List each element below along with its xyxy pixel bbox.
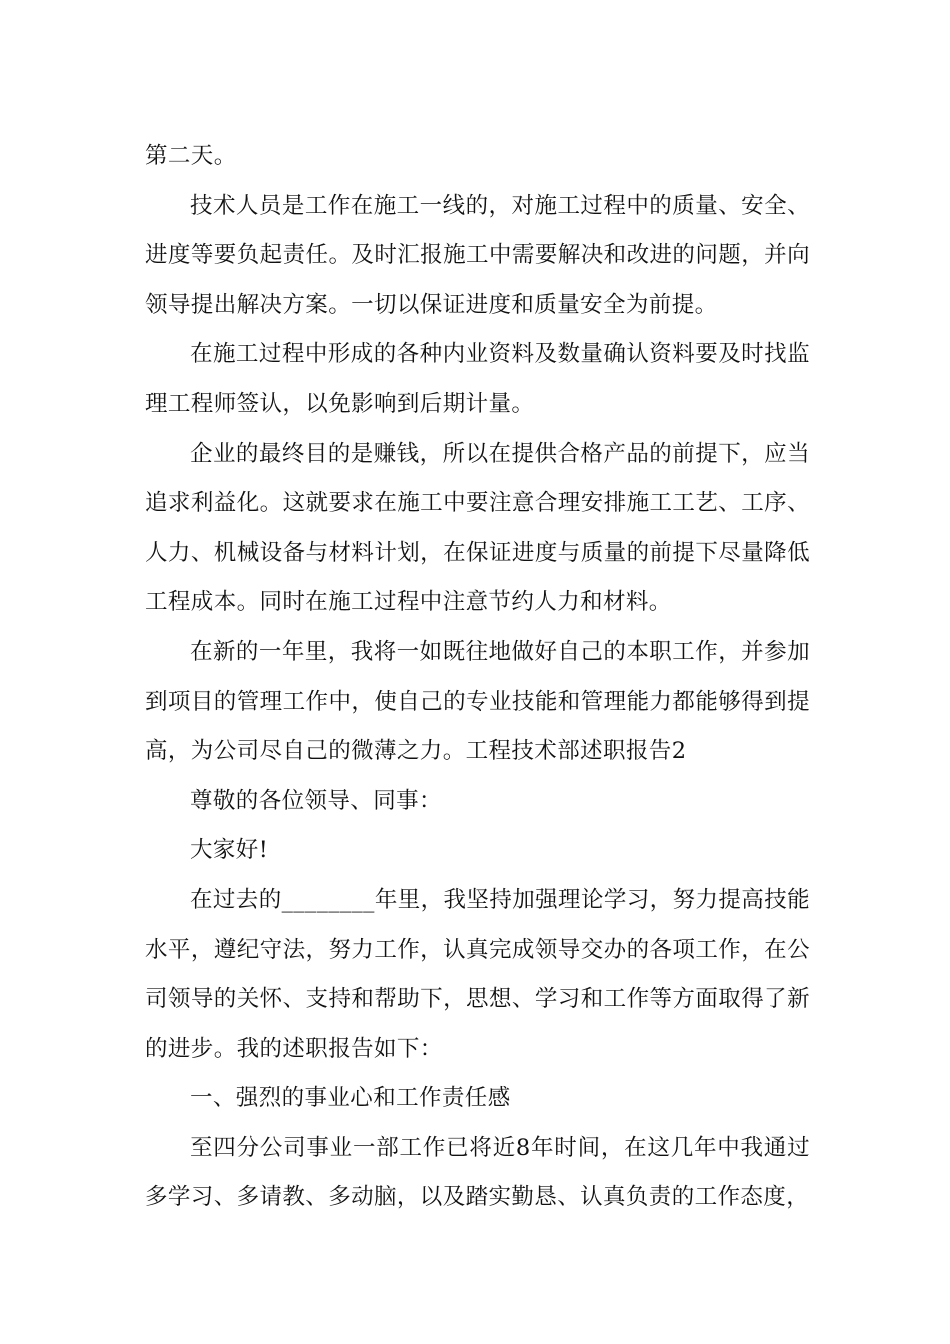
paragraph: 至四分公司事业一部工作已将近8年时间，在这几年中我通过多学习、多请教、多动脑，以及踏实勤恳、认真负责的工作态度， [145, 1134, 810, 1211]
greeting: 大家好! [190, 837, 269, 864]
paragraph: 企业的最终目的是赚钱，所以在提供合格产品的前提下，应当追求利益化。这就要求在施工中要注意合理安排施工工艺、工序、人力、机械设备与材料计划，在保证进度与质量的前提下尽量降低工程成本。同时在施工过程中注意节约人力和材料。 [145, 440, 810, 616]
paragraph: 在新的一年里，我将一如既往地做好自己的本职工作，并参加到项目的管理工作中，使自己的专业技能和管理能力都能够得到提高，为公司尽自己的微薄之力。工程技术部述职报告2 [145, 638, 810, 765]
salutation: 尊敬的各位领导、同事： [190, 787, 442, 814]
section-heading: 一、强烈的事业心和工作责任感 [190, 1085, 511, 1112]
paragraph: 在过去的________年里，我坚持加强理论学习，努力提高技能水平，遵纪守法，努力工作，认真完成领导交办的各项工作，在公司领导的关怀、支持和帮助下，思想、学习和工作等方面取得了新的进步。我的述职报告如下： [145, 886, 810, 1062]
paragraph: 技术人员是工作在施工一线的，对施工过程中的质量、安全、进度等要负起责任。及时汇报施工中需要解决和改进的问题，并向领导提出解决方案。一切以保证进度和质量安全为前提。 [145, 192, 810, 318]
document-page [145, 132, 810, 1223]
paragraph: 第二天。 [145, 143, 237, 169]
paragraph: 在施工过程中形成的各种内业资料及数量确认资料要及时找监理工程师签认，以免影响到后期计量。 [145, 341, 810, 417]
